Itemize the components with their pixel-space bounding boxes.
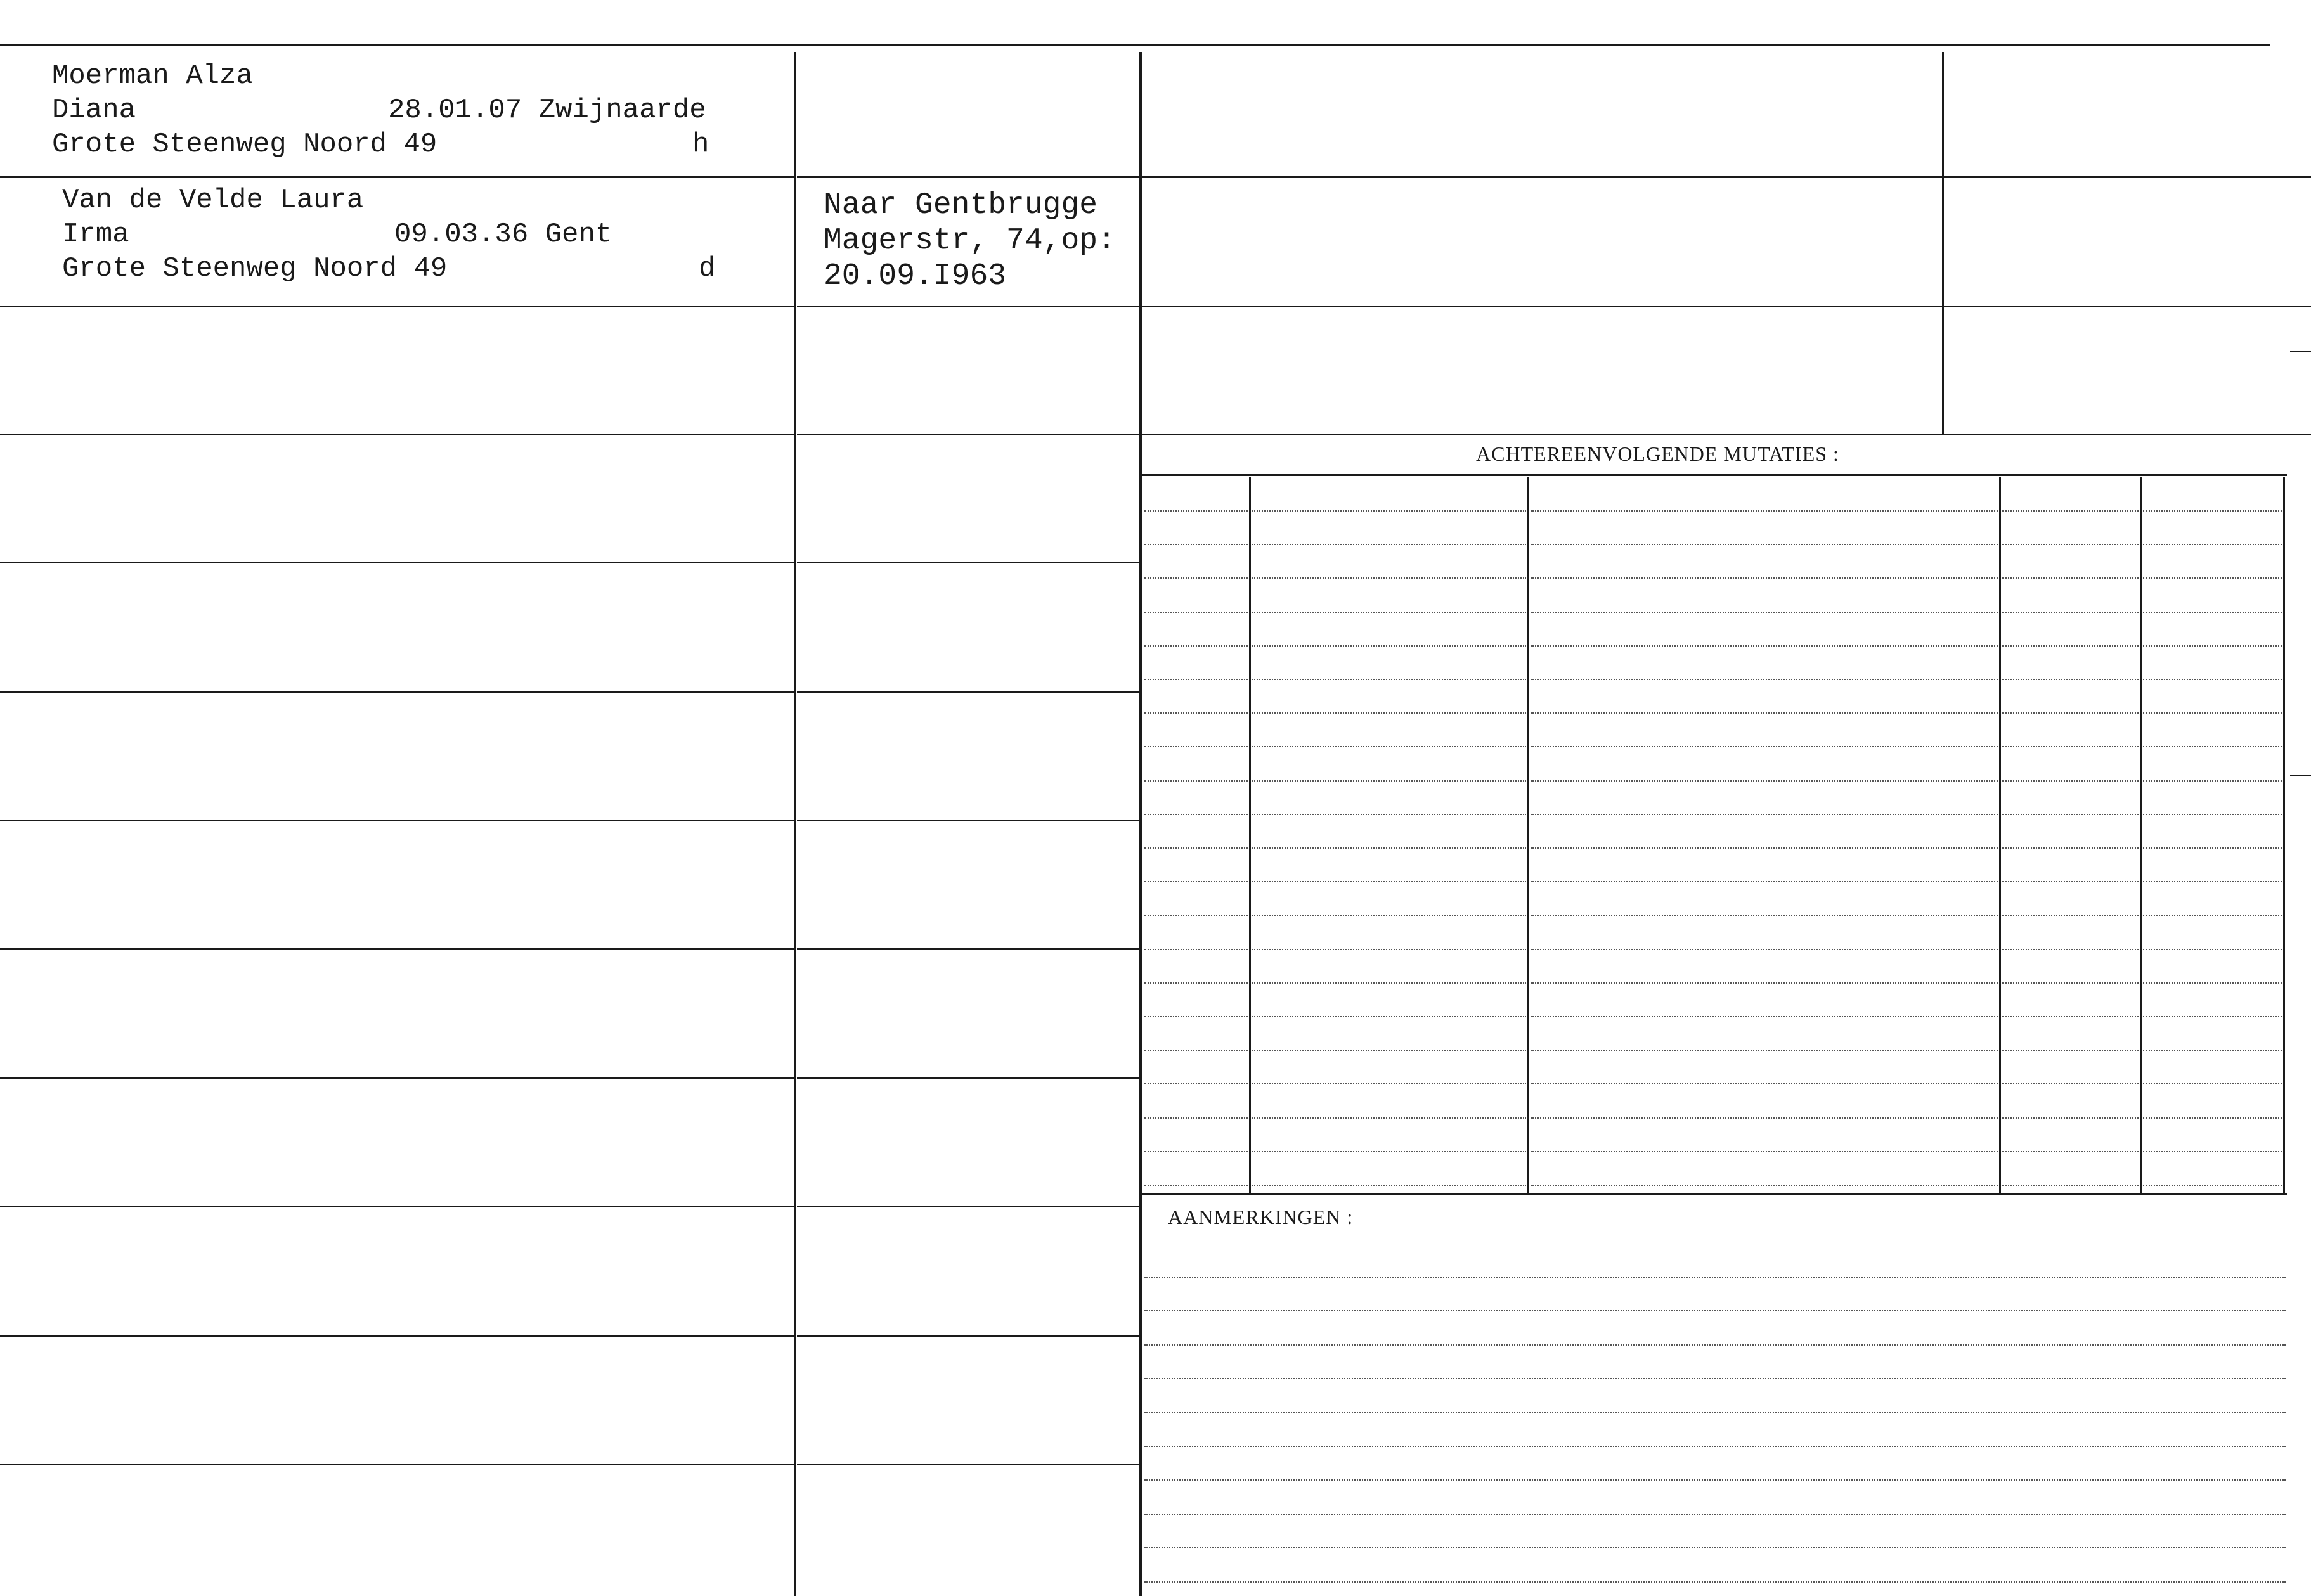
mutaties-dotted-line — [2143, 881, 2282, 882]
mutaties-dotted-line — [2002, 645, 2139, 647]
mutaties-dotted-line — [1252, 612, 1526, 613]
mutaties-dotted-line — [2143, 780, 2282, 782]
mutaties-dotted-line — [1252, 881, 1526, 882]
mutaties-dotted-line — [2002, 679, 2139, 680]
mutaties-dotted-line — [1252, 645, 1526, 647]
entry-firstname: Irma — [62, 219, 129, 250]
row-line — [0, 691, 794, 693]
mutaties-dotted-line — [1531, 544, 1998, 545]
mutaties-col-line — [1999, 477, 2001, 1193]
mutaties-dotted-line — [1531, 1083, 1998, 1084]
mutaties-dotted-line — [1252, 1050, 1526, 1051]
mutaties-dotted-line — [1531, 645, 1998, 647]
divider-remark-column — [1139, 52, 1142, 1596]
mutaties-dotted-line — [2002, 915, 2139, 916]
entry-code: h — [692, 129, 709, 160]
mutaties-dotted-line — [1144, 1016, 1248, 1017]
mutaties-dotted-line — [2002, 1050, 2139, 1051]
mutaties-dotted-line — [2143, 746, 2282, 747]
mutaties-dotted-line — [1531, 712, 1998, 714]
row-line — [797, 562, 1139, 563]
mutaties-dotted-line — [1252, 982, 1526, 984]
entry-code: d — [699, 253, 716, 285]
margin-tick — [2290, 351, 2311, 352]
mutaties-dotted-line — [2002, 1185, 2139, 1186]
entry-firstname: Diana — [52, 94, 136, 126]
mutaties-dotted-line — [2143, 1151, 2282, 1152]
entry-remark-2 — [797, 179, 1139, 306]
mutaties-dotted-line — [1531, 780, 1998, 782]
mutaties-dotted-line — [1252, 949, 1526, 950]
aanmerking-dotted-line — [1144, 1310, 2286, 1311]
row-line — [1142, 176, 2311, 178]
row-line — [0, 434, 794, 435]
mutaties-header-line — [1142, 474, 2287, 476]
mutaties-dotted-line — [1531, 612, 1998, 613]
aanmerking-dotted-line — [1144, 1277, 2286, 1278]
mutaties-dotted-line — [2143, 814, 2282, 815]
mutaties-dotted-line — [2143, 847, 2282, 849]
mutaties-dotted-line — [1252, 814, 1526, 815]
mutaties-dotted-line — [1252, 712, 1526, 714]
mutaties-dotted-line — [2002, 881, 2139, 882]
mutaties-dotted-line — [1144, 645, 1248, 647]
mutaties-dotted-line — [1252, 1083, 1526, 1084]
remark-line: Magerstr, 74,op: — [824, 224, 1116, 258]
mutaties-dotted-line — [2002, 577, 2139, 579]
row-line — [1142, 306, 2311, 307]
mutaties-dotted-line — [1531, 814, 1998, 815]
mutaties-dotted-line — [1144, 814, 1248, 815]
top-border — [0, 44, 2270, 46]
mutaties-dotted-line — [1531, 949, 1998, 950]
divider-name-column — [794, 52, 796, 1596]
row-line — [797, 820, 1139, 821]
row-line — [797, 691, 1139, 693]
mutaties-dotted-line — [2002, 847, 2139, 849]
mutaties-dotted-line — [1252, 1151, 1526, 1152]
mutaties-dotted-line — [1531, 746, 1998, 747]
mutaties-dotted-line — [1144, 1050, 1248, 1051]
mutaties-dotted-line — [1144, 915, 1248, 916]
row-line — [0, 948, 794, 950]
row-line — [0, 1077, 794, 1079]
mutaties-dotted-line — [2143, 544, 2282, 545]
mutaties-dotted-line — [1531, 1151, 1998, 1152]
mutaties-dotted-line — [1144, 1185, 1248, 1186]
mutaties-dotted-line — [1531, 881, 1998, 882]
mutaties-dotted-line — [1252, 1016, 1526, 1017]
mutaties-dotted-line — [2002, 1151, 2139, 1152]
entry-row-1 — [0, 52, 794, 176]
aanmerkingen-heading: AANMERKINGEN : — [1168, 1206, 1354, 1228]
mutaties-bottom-line — [1142, 1193, 2287, 1195]
mutaties-dotted-line — [1144, 949, 1248, 950]
aanmerking-dotted-line — [1144, 1446, 2286, 1447]
mutaties-dotted-line — [1531, 577, 1998, 579]
mutaties-dotted-line — [1531, 679, 1998, 680]
mutaties-dotted-line — [1144, 847, 1248, 849]
mutaties-dotted-line — [2002, 1016, 2139, 1017]
mutaties-heading: ACHTEREENVOLGENDE MUTATIES : — [1476, 442, 1839, 465]
mutaties-dotted-line — [1252, 510, 1526, 512]
mutaties-dotted-line — [2002, 780, 2139, 782]
mutaties-dotted-line — [1252, 780, 1526, 782]
mutaties-dotted-line — [1531, 847, 1998, 849]
entry-address: Grote Steenweg Noord 49 — [62, 253, 448, 285]
margin-tick — [2290, 775, 2311, 776]
mutaties-dotted-line — [1144, 544, 1248, 545]
mutaties-dotted-line — [1252, 577, 1526, 579]
mutaties-dotted-line — [2143, 982, 2282, 984]
entry-surname: Moerman Alza — [52, 60, 253, 92]
mutaties-col-line — [2140, 477, 2142, 1193]
mutaties-dotted-line — [1144, 1117, 1248, 1119]
mutaties-dotted-line — [2002, 1117, 2139, 1119]
mutaties-dotted-line — [2143, 645, 2282, 647]
aanmerking-dotted-line — [1144, 1581, 2286, 1583]
mutaties-dotted-line — [1144, 780, 1248, 782]
row-line — [797, 1335, 1139, 1337]
entry-surname: Van de Velde Laura — [62, 184, 364, 216]
entry-address: Grote Steenweg Noord 49 — [52, 129, 437, 160]
row-line — [797, 1077, 1139, 1079]
mutaties-dotted-line — [2002, 982, 2139, 984]
mutaties-dotted-line — [2002, 712, 2139, 714]
mutaties-dotted-line — [2143, 712, 2282, 714]
mutaties-dotted-line — [2143, 1016, 2282, 1017]
mutaties-dotted-line — [1144, 679, 1248, 680]
mutaties-dotted-line — [1531, 510, 1998, 512]
row-line — [1142, 434, 2311, 435]
divider-right-upper — [1942, 52, 1944, 434]
mutaties-dotted-line — [2143, 1050, 2282, 1051]
row-line — [797, 434, 1139, 435]
mutaties-dotted-line — [1252, 847, 1526, 849]
mutaties-dotted-line — [1144, 612, 1248, 613]
row-line — [0, 176, 794, 178]
row-line — [0, 1464, 794, 1465]
mutaties-dotted-line — [2143, 915, 2282, 916]
mutaties-dotted-line — [2002, 746, 2139, 747]
remark-line: 20.09.I963 — [824, 259, 1007, 293]
mutaties-dotted-line — [1144, 982, 1248, 984]
entry-row-2 — [0, 179, 794, 306]
aanmerking-dotted-line — [1144, 1514, 2286, 1515]
row-line — [797, 1206, 1139, 1207]
mutaties-dotted-line — [2002, 510, 2139, 512]
mutaties-col-line — [2283, 477, 2285, 1193]
mutaties-dotted-line — [2143, 1117, 2282, 1119]
row-line — [797, 1464, 1139, 1465]
entry-birth: 09.03.36 Gent — [394, 219, 612, 250]
row-line — [797, 306, 1139, 307]
mutaties-dotted-line — [1144, 1151, 1248, 1152]
mutaties-dotted-line — [2143, 679, 2282, 680]
row-line — [0, 1335, 794, 1337]
row-line — [0, 1206, 794, 1207]
row-line — [0, 820, 794, 821]
mutaties-dotted-line — [2002, 949, 2139, 950]
mutaties-dotted-line — [1144, 881, 1248, 882]
mutaties-dotted-line — [2143, 1185, 2282, 1186]
mutaties-dotted-line — [1531, 1016, 1998, 1017]
mutaties-dotted-line — [2143, 577, 2282, 579]
remark-line: Naar Gentbrugge — [824, 188, 1098, 222]
mutaties-dotted-line — [2143, 510, 2282, 512]
mutaties-dotted-line — [2002, 612, 2139, 613]
mutaties-dotted-line — [1252, 915, 1526, 916]
aanmerking-dotted-line — [1144, 1479, 2286, 1481]
mutaties-dotted-line — [1144, 1083, 1248, 1084]
row-line — [0, 306, 794, 307]
mutaties-dotted-line — [2002, 544, 2139, 545]
mutaties-dotted-line — [1531, 915, 1998, 916]
aanmerking-dotted-line — [1144, 1344, 2286, 1346]
mutaties-dotted-line — [1531, 982, 1998, 984]
mutaties-dotted-line — [1252, 746, 1526, 747]
mutaties-dotted-line — [2002, 814, 2139, 815]
mutaties-col-line — [1249, 477, 1251, 1193]
row-line — [797, 176, 1139, 178]
row-line — [797, 948, 1139, 950]
aanmerking-dotted-line — [1144, 1378, 2286, 1379]
mutaties-dotted-line — [1531, 1117, 1998, 1119]
mutaties-dotted-line — [1531, 1185, 1998, 1186]
mutaties-dotted-line — [1144, 712, 1248, 714]
mutaties-dotted-line — [1144, 746, 1248, 747]
mutaties-col-line — [1527, 477, 1529, 1193]
mutaties-dotted-line — [1144, 577, 1248, 579]
mutaties-dotted-line — [1531, 1050, 1998, 1051]
mutaties-dotted-line — [1252, 1185, 1526, 1186]
mutaties-dotted-line — [2143, 612, 2282, 613]
mutaties-dotted-line — [2143, 949, 2282, 950]
entry-birth: 28.01.07 Zwijnaarde — [388, 94, 706, 126]
row-line — [0, 562, 794, 563]
mutaties-dotted-line — [2143, 1083, 2282, 1084]
aanmerking-dotted-line — [1144, 1547, 2286, 1548]
mutaties-dotted-line — [1252, 679, 1526, 680]
mutaties-dotted-line — [1252, 544, 1526, 545]
aanmerking-dotted-line — [1144, 1412, 2286, 1413]
mutaties-dotted-line — [1144, 510, 1248, 512]
mutaties-dotted-line — [2002, 1083, 2139, 1084]
mutaties-dotted-line — [1252, 1117, 1526, 1119]
